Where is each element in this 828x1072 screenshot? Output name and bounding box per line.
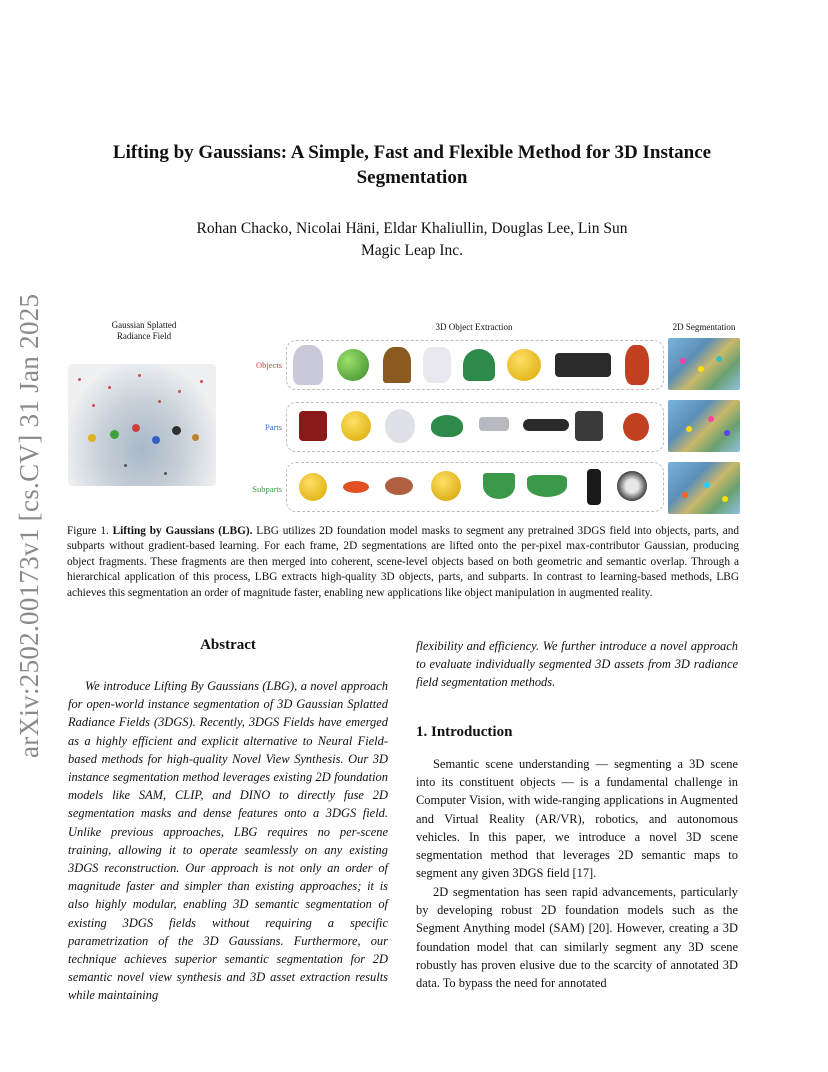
part-cube bbox=[299, 411, 327, 441]
part-chair-base bbox=[479, 417, 509, 431]
figure-header-radiance-field: Gaussian Splatted Radiance Field bbox=[111, 320, 177, 341]
object-egg-chair bbox=[463, 349, 495, 381]
subparts-row bbox=[286, 462, 664, 512]
scene-object-camera bbox=[172, 426, 181, 435]
part-camera-body bbox=[575, 411, 603, 441]
speck bbox=[200, 380, 203, 383]
seg-dot bbox=[722, 496, 728, 502]
abstract-body: We introduce Lifting By Gaussians (LBG), a novel approach for open-world instance segmentation of 3D Gaussian Splatted Radiance Fields (3DGS). Recently, 3DGS Fields have emerged as a highly efficient and explicit alternative to Neural Field-based methods for high-quality Novel View Synthesis. Our 3D instance segmentation method leverages existing 2D foundation models like SAM, CLIP, and DINO to directly fuse 2D segmentation masks and dense features onto a 3DGS field. Unlike previous approaches, LBG requires no per-scene training, allowing it to operate seamlessly on any existing 3DGS reconstruction. Our approach is not only an order of magnitude faster and simpler than existing approaches; it is also highly modular, enabling 3D semantic segmentation of existing 3DGS fields without requiring a specific parametrization of the 3D Gaussians. Furthermore, our technique achieves superior semantic segmentation for 2D semantic novel view synthesis and 3D asset extraction results while maintaining bbox=[68, 679, 388, 1003]
speck bbox=[78, 378, 81, 381]
scene-object-red bbox=[132, 424, 140, 432]
object-duck bbox=[507, 349, 541, 381]
speck bbox=[178, 390, 181, 393]
object-hand bbox=[293, 345, 323, 385]
segmentation-image-parts bbox=[668, 400, 740, 452]
speck bbox=[124, 464, 127, 467]
seg-dot bbox=[724, 430, 730, 436]
object-bunny bbox=[625, 345, 649, 385]
part-figurine bbox=[385, 409, 415, 443]
seg-dot bbox=[686, 426, 692, 432]
object-chair bbox=[383, 347, 411, 383]
part-duck bbox=[341, 411, 371, 441]
segmentation-image-subparts bbox=[668, 462, 740, 514]
subpart-beak bbox=[343, 481, 369, 493]
row-label-subparts-text: Subparts bbox=[252, 484, 282, 494]
objects-row bbox=[286, 340, 664, 390]
scene-object-apple bbox=[110, 430, 119, 439]
scene-object-blue bbox=[152, 436, 160, 444]
subpart-duck-head bbox=[299, 473, 327, 501]
arxiv-identifier: arXiv:2502.00173v1 [cs.CV] 31 Jan 2025 bbox=[14, 293, 44, 758]
abstract-heading: Abstract bbox=[200, 637, 256, 653]
seg-dot bbox=[716, 356, 722, 362]
segmentation-image-objects bbox=[668, 338, 740, 390]
paper-title: Lifting by Gaussians: A Simple, Fast and Flexible Method for 3D Instance Segmentation bbox=[112, 142, 712, 188]
seg-dot bbox=[708, 416, 714, 422]
subpart-ring bbox=[385, 477, 413, 495]
speck bbox=[164, 472, 167, 475]
gaussian-splat-scene-image bbox=[68, 364, 216, 486]
parts-row bbox=[286, 402, 664, 452]
subpart-lens bbox=[617, 471, 647, 501]
row-label-parts-text: Parts bbox=[265, 422, 282, 432]
seg-dot bbox=[680, 358, 686, 364]
object-camera bbox=[555, 353, 611, 377]
seg-dot bbox=[698, 366, 704, 372]
figure-caption bbox=[67, 524, 739, 601]
speck bbox=[92, 404, 95, 407]
part-chair-seat bbox=[431, 415, 463, 437]
author-block bbox=[60, 218, 764, 262]
object-figurine bbox=[423, 347, 451, 383]
subpart-shell bbox=[483, 473, 515, 499]
caption-prefix: Figure 1. bbox=[67, 525, 109, 537]
caption-bold-title: Lifting by Gaussians (LBG). bbox=[112, 525, 253, 537]
row-label-parts bbox=[232, 422, 282, 432]
figure-header-2d-segmentation: 2D Segmentation bbox=[672, 322, 736, 332]
scene-object-duck bbox=[88, 434, 96, 442]
affiliation: Magic Leap Inc. bbox=[361, 242, 463, 259]
scene-object-chair bbox=[192, 434, 199, 441]
subpart-strap bbox=[587, 469, 601, 505]
seg-dot bbox=[682, 492, 688, 498]
abstract-continuation: flexibility and efficiency. We further introduce a novel approach to evaluate individually segmented 3D assets from 3D radiance field segmentation methods. bbox=[416, 639, 738, 690]
subpart-seat bbox=[527, 475, 567, 497]
row-label-objects bbox=[232, 360, 282, 370]
introduction-paragraph-1: Semantic scene understanding — segmenting a 3D scene into its constituent objects — is a fundamental challenge in Computer Vision, with wide-ranging applications in Augmented and Virtual Reality (AR/VR), robotics, and autonomous vehicles. In this paper, we introduce a novel 3D scene segmentation method that leverages 2D semantic maps to segment any given 3DGS field [17]. bbox=[416, 757, 738, 881]
figure-header-object-extraction: 3D Object Extraction bbox=[435, 322, 513, 332]
part-bunny-body bbox=[623, 413, 649, 441]
figure-1 bbox=[64, 318, 744, 514]
introduction-heading: 1. Introduction bbox=[416, 724, 513, 740]
introduction-paragraph-2: 2D segmentation has seen rapid advancements, particularly by developing robust 2D foundation models such as the Segment Anything model (SAM) [20]. However, creating a 3D foundation model that can similarly segment any 3D scene robustly has proven elusive due to the scarcity of annotated 3D data. To bypass the need for annotated bbox=[416, 885, 738, 991]
author-list: Rohan Chacko, Nicolai Häni, Eldar Khaliullin, Douglas Lee, Lin Sun bbox=[196, 220, 628, 237]
speck bbox=[138, 374, 141, 377]
row-label-subparts bbox=[232, 484, 282, 494]
seg-dot bbox=[704, 482, 710, 488]
object-apple bbox=[337, 349, 369, 381]
row-label-objects-text: Objects bbox=[256, 360, 282, 370]
part-strap bbox=[523, 419, 569, 431]
caption-text: LBG utilizes 2D foundation model masks to segment any pretrained 3DGS field into objects, parts, and subparts without gradient-based learning. For each frame, 2D segmentations are lifted onto the per-pixel max-contributor Gaussian, producing object fragments. These fragments are then merged into coherent, scene-level objects based on both geometric and semantic overlap. Through a hierarchical application of this process, LBG extracts high-quality 3D objects, parts, and subparts. In contrast to learning-based methods, LBG achieves this segmentation an order of magnitude faster, enabling new applications like object manipulation in augmented reality. bbox=[67, 525, 740, 599]
speck bbox=[108, 386, 111, 389]
speck bbox=[158, 400, 161, 403]
subpart-duck-body bbox=[431, 471, 461, 501]
